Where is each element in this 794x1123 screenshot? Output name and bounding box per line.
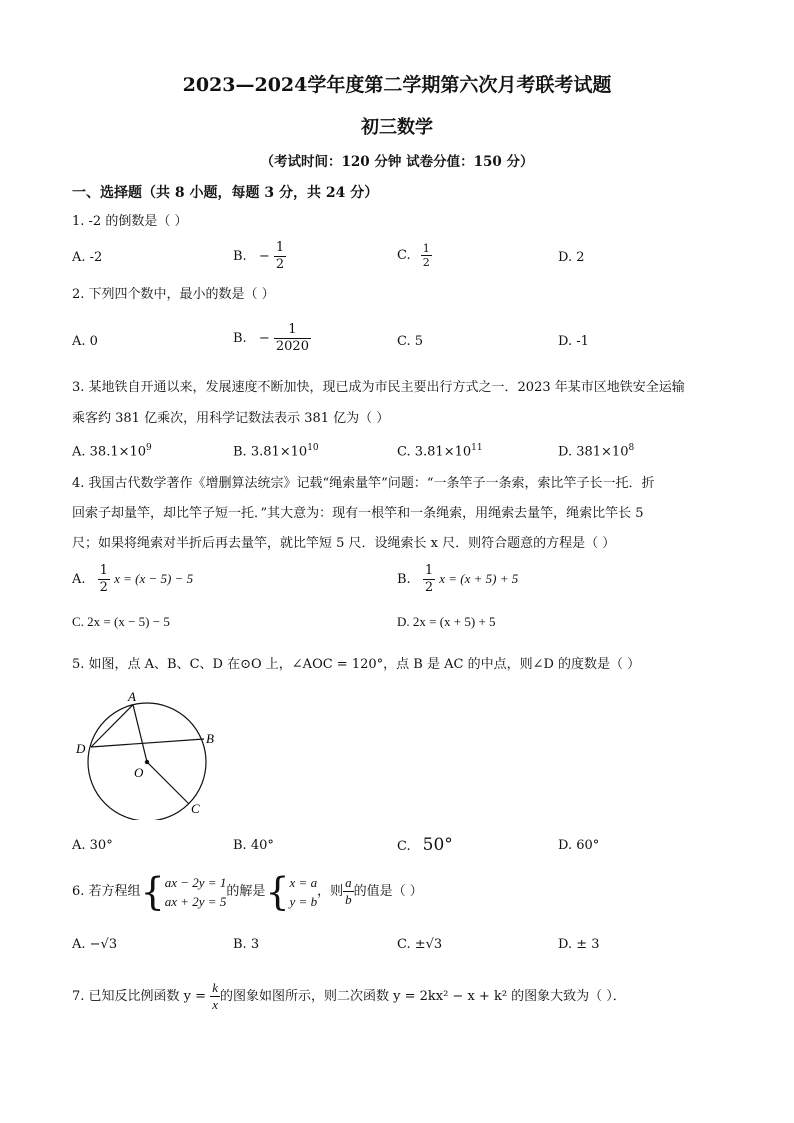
center-point (145, 760, 149, 764)
question-2-stem: 2. 下列四个数中，最小的数是（ ） (72, 287, 275, 302)
subject-title: 初三数学 (361, 117, 433, 138)
q3-option-c: C. $3.81\times 10^{11}$ (397, 443, 483, 460)
question-4-stem-line-2: 回索子却量竿，却比竿子短一托．”其大意为：现有一根竿和一条绳索，用绳索去量竿，绳索比竿长 5 (72, 506, 644, 521)
question-3-stem-line-2: 乘客约 381 亿乘次，用科学记数法表示 381 亿为（ ） (72, 411, 390, 426)
q2-option-a: A. 0 (72, 334, 98, 349)
q3-option-d: D. $381\times 10^8$ (558, 443, 635, 460)
question-7-stem: 7. 已知反比例函数 y = $\frac{k}{x}$ 的图象如图所示，则二次函数 y = 2kx² − x + k² 的图象大致为（ ）． (72, 980, 626, 1012)
q1-option-d: D. 2 (558, 250, 585, 265)
question-5-stem: 5. 如图，点 A、B、C、D 在⊙O 上，∠AOC = 120°，点 B 是 AC 的中点，则∠D 的度数是（ ） (72, 657, 641, 672)
label-b: B (206, 731, 214, 746)
question-4-stem-line-3: 尺；如果将绳索对半折后再去量竿，就比竿短 5 尺．设绳索长 x 尺．则符合题意的方程是（ ） (72, 536, 616, 551)
q4-option-b: B. $\frac{1}{2}$ x = (x + 5) + 5 (397, 563, 519, 595)
q5-option-a: A. 30° (72, 838, 113, 853)
q1-option-a: A. -2 (72, 250, 103, 265)
q4-option-a: A. $\frac{1}{2}$ x = (x − 5) − 5 (72, 563, 194, 595)
q5-option-d: D. 60° (558, 838, 600, 853)
q4-option-c: C. 2x = (x − 5) − 5 (72, 614, 170, 629)
q6-option-b: B. 3 (233, 937, 260, 952)
radius-oc (147, 762, 189, 804)
q1-option-c: C. $\frac{1}{2}$ (397, 242, 430, 269)
section-heading: 一、选择题（共 8 小题，每题 3 分，共 24 分） (72, 185, 379, 201)
q2-option-b: B. − $\frac{1}{2020}$ (233, 322, 309, 354)
exam-title: 2023—2024学年度第二学期第六次月考联考试题 (182, 74, 612, 96)
label-o: O (134, 765, 144, 780)
q6-option-c: C. ±√3 (397, 937, 443, 952)
q3-option-a: A. $38.1\times 10^9$ (72, 443, 152, 460)
q3-option-b: B. $3.81\times 10^{10}$ (233, 443, 319, 460)
radius-oa (133, 705, 147, 762)
q6-option-a: A. −√3 (72, 937, 118, 952)
q5-option-b: B. 40° (233, 838, 274, 853)
q5-option-c: C. 50° (397, 835, 453, 855)
question-4-stem-line-1: 4. 我国古代数学著作《增删算法统宗》记载“绳索量竿”问题：“一条竿子一条索，索比竿子长一托．折 (72, 476, 655, 491)
circle-figure (70, 685, 240, 820)
question-3-stem-line-1: 3. 某地铁自开通以来，发展速度不断加快，现已成为市民主要出行方式之一．2023 年某市区地铁安全运输 (72, 380, 685, 395)
q1-option-b: B. − $\frac{1}{2}$ (233, 240, 285, 272)
q2-option-c: C. 5 (397, 334, 424, 349)
chord-db (91, 739, 204, 747)
label-a: A (128, 689, 136, 704)
question-1-stem: 1. -2 的倒数是（ ） (72, 214, 188, 229)
question-6-stem: 6. 若方程组{ ax − 2y = 1 ax + 2y = 5 的解是{ x = a y = b ，则 $\frac{a}{b}$ 的值是（ ） (72, 869, 423, 914)
label-c: C (191, 801, 200, 816)
exam-info: （考试时间：120 分钟 试卷分值：150 分） (260, 154, 534, 170)
label-d: D (76, 741, 86, 756)
q6-option-d: D. ± 3 (558, 937, 600, 952)
q2-option-d: D. -1 (558, 334, 589, 349)
q4-option-d: D. 2x = (x + 5) + 5 (397, 614, 496, 629)
chord-da (91, 705, 133, 747)
